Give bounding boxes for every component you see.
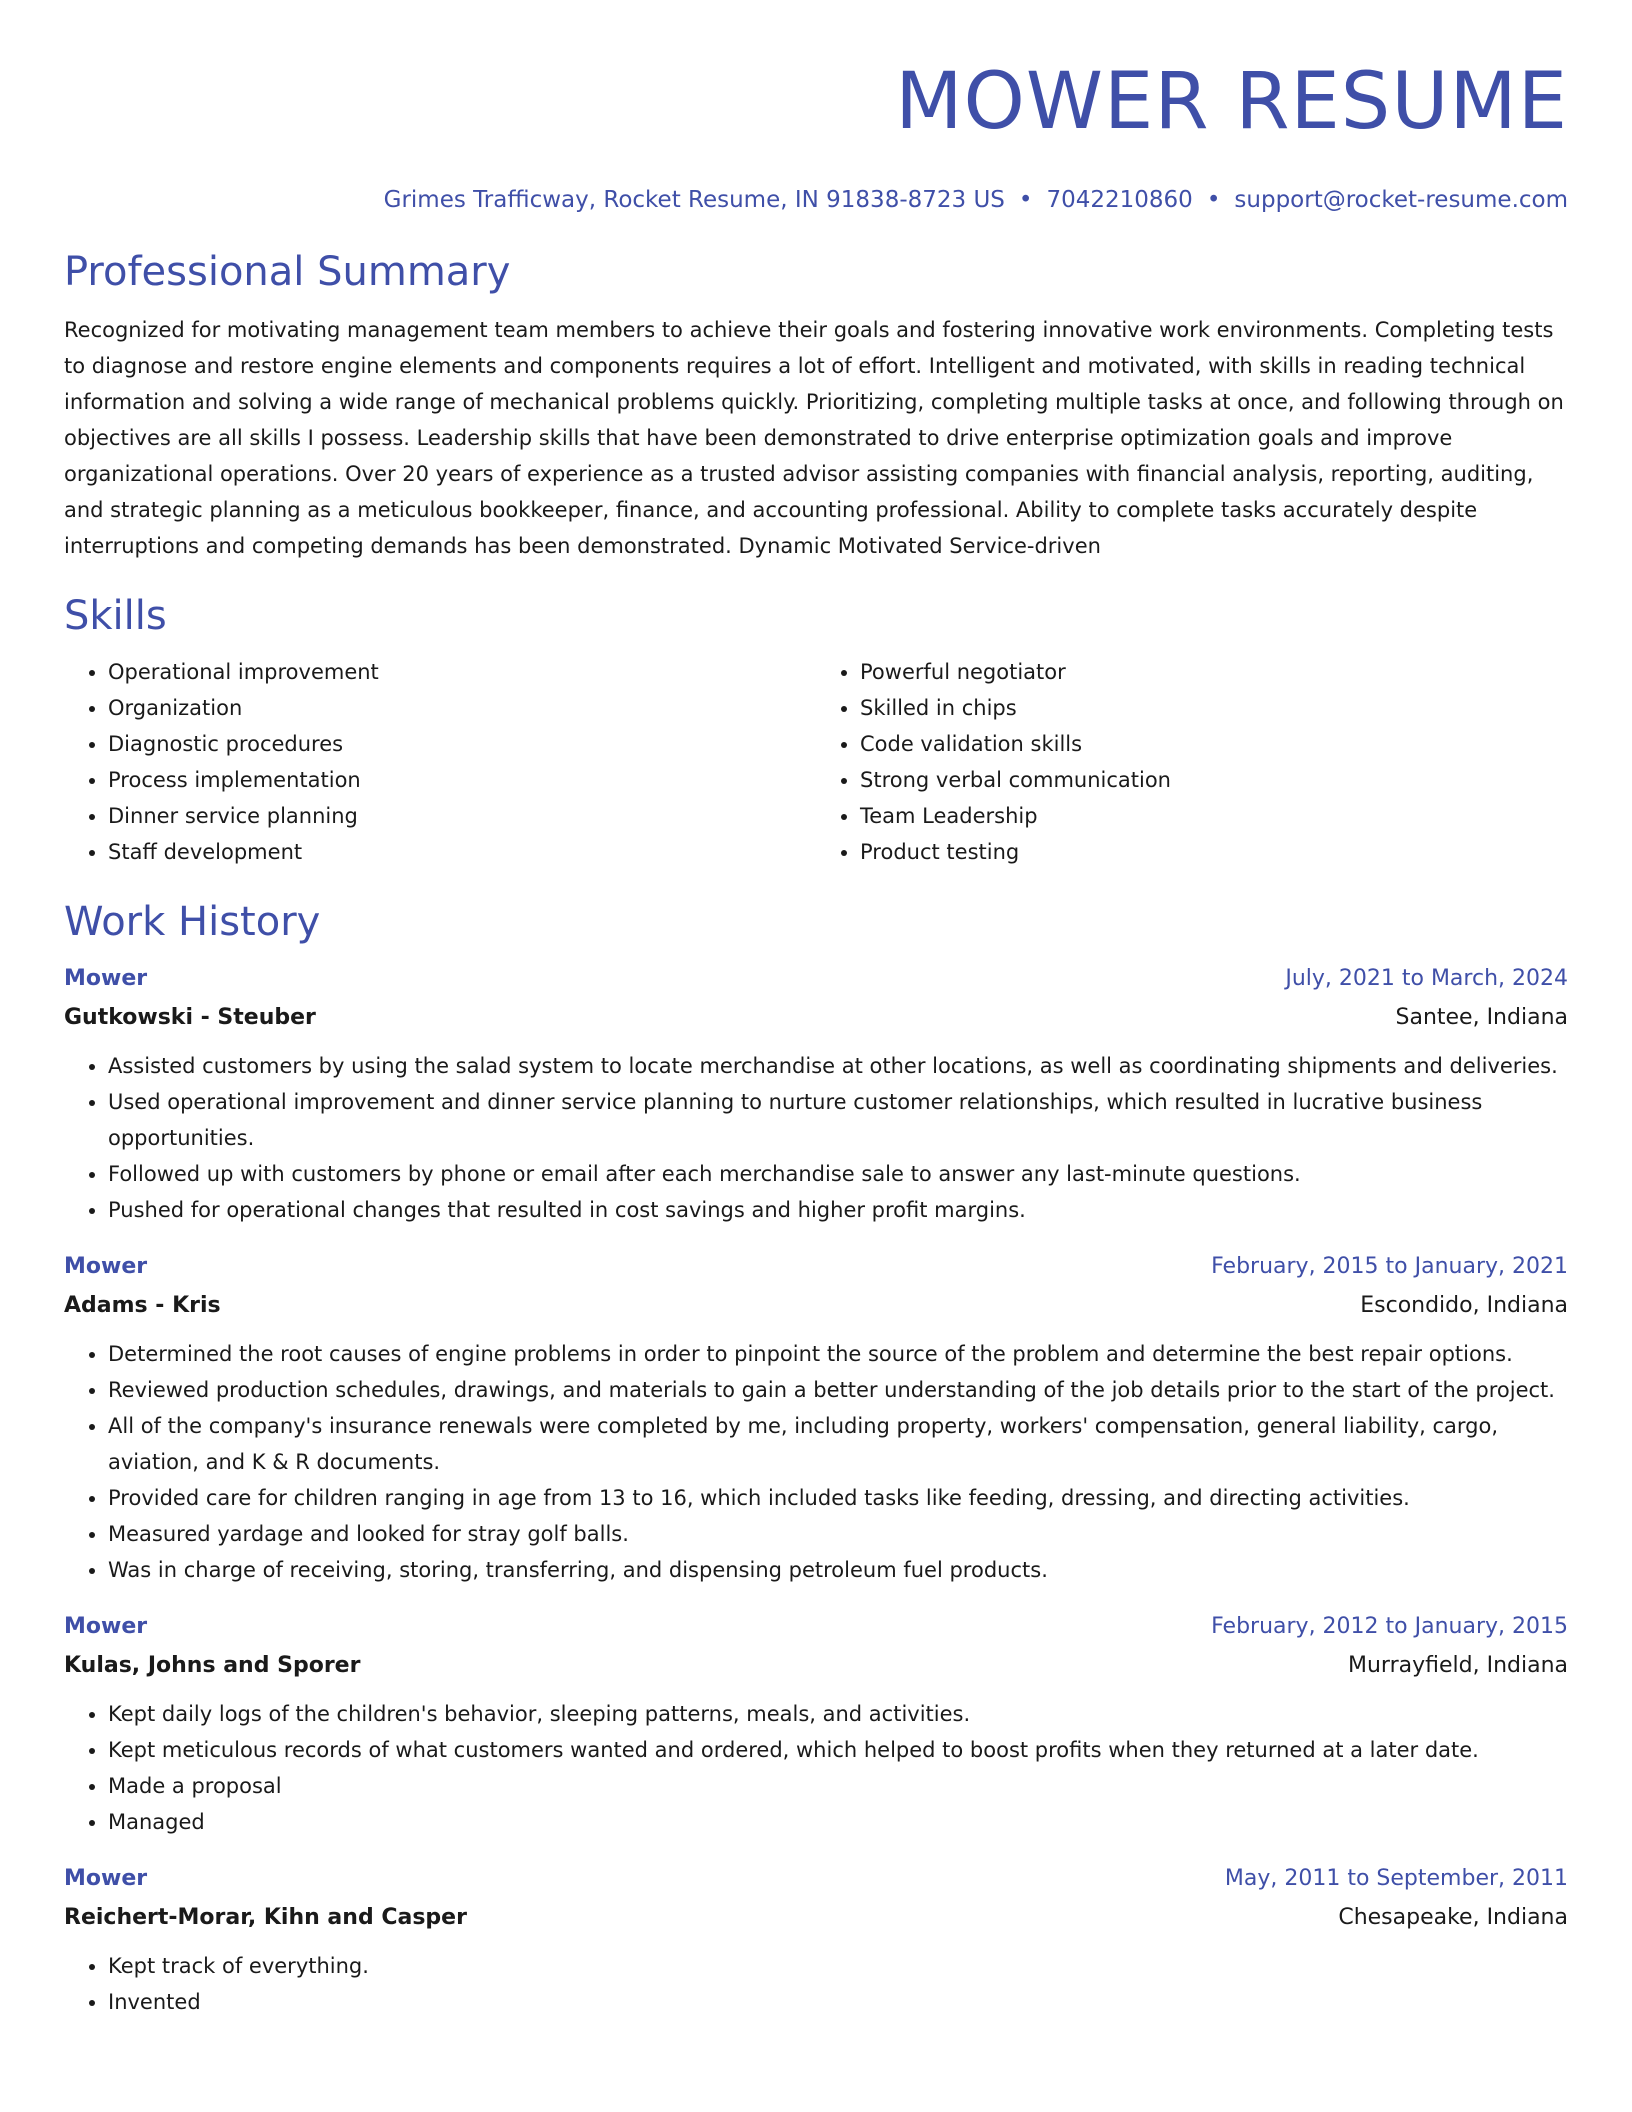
skill-item: • Code validation skills: [860, 726, 1568, 762]
job-title: Mower: [64, 1866, 148, 1891]
duty-item: • Kept meticulous records of what customers wanted and ordered, which helped to boost profits when they returned at a later date.: [108, 1732, 1568, 1768]
summary-heading: Professional Summary: [64, 249, 511, 295]
skills-column-right: [816, 654, 1568, 870]
skill-item: • Operational improvement: [108, 654, 816, 690]
duty-item: • Made a proposal: [108, 1768, 1568, 1804]
duty-item: • Was in charge of receiving, storing, transferring, and dispensing petroleum fuel products.: [108, 1552, 1568, 1588]
job-duties: [64, 1336, 1568, 1588]
duty-item: • Measured yardage and looked for stray golf balls.: [108, 1516, 1568, 1552]
work-history-heading: Work History: [64, 899, 321, 945]
job-dates: July, 2021 to March, 2024: [1285, 966, 1568, 991]
skill-item: • Strong verbal communication: [860, 762, 1568, 798]
duty-item: • Followed up with customers by phone or email after each merchandise sale to answer any last-minute questions.: [108, 1156, 1568, 1192]
duty-item: • Assisted customers by using the salad system to locate merchandise at other locations, as well as coordinating shipments and deliveries.: [108, 1048, 1568, 1084]
skill-item: • Powerful negotiator: [860, 654, 1568, 690]
job-title: Mower: [64, 966, 148, 991]
job-title: Mower: [64, 1614, 148, 1639]
job-duties: [64, 1696, 1568, 1840]
contact-separator: •: [1206, 187, 1221, 213]
duty-item: • Kept daily logs of the children's behavior, sleeping patterns, meals, and activities.: [108, 1696, 1568, 1732]
skills-list: [64, 654, 1568, 870]
job-dates: February, 2015 to January, 2021: [1211, 1254, 1568, 1279]
duty-item: • Determined the root causes of engine problems in order to pinpoint the source of the problem and determine the best repair options.: [108, 1336, 1568, 1372]
job-company: Gutkowski - Steuber: [64, 1005, 316, 1030]
summary-text: Recognized for motivating management team members to achieve their goals and fostering innovative work environments. Completing tests to diagnose and restore engine elements and components requires a lot of effort. Intelligent and motivated, with skills in reading technical information and solving a wide range of mechanical problems quickly. Prioritizing, completing multiple tasks at once, and following through on objectives are all skills I possess. Leadership skills that have been demonstrated to drive enterprise optimization goals and improve organizational operations. Over 20 years of experience as a trusted advisor assisting companies with financial analysis, reporting, auditing, and strategic planning as a meticulous bookkeeper, finance, and accounting professional. Ability to complete tasks accurately despite interruptions and competing demands has been demonstrated. Dynamic Motivated Service-driven: [64, 318, 1564, 558]
skill-item: • Product testing: [860, 834, 1568, 870]
duty-item: • Managed: [108, 1804, 1568, 1840]
skill-item: • Skilled in chips: [860, 690, 1568, 726]
duty-item: • All of the company's insurance renewals were completed by me, including property, workers' compensation, general liability, cargo, aviation, and K & R documents.: [108, 1408, 1568, 1480]
job-location: Murrayfield, Indiana: [1348, 1653, 1568, 1678]
job-entry: [64, 1248, 1568, 1588]
job-entry: [64, 960, 1568, 1228]
job-duties: [64, 1048, 1568, 1228]
contact-email[interactable]: support@rocket-resume.com: [1234, 187, 1568, 213]
skill-item: • Diagnostic procedures: [108, 726, 816, 762]
job-location: Santee, Indiana: [1395, 1005, 1568, 1030]
resume-name: MOWER RESUME: [895, 57, 1568, 147]
job-duties: [64, 1948, 1568, 2020]
job-location: Chesapeake, Indiana: [1338, 1905, 1568, 1930]
job-dates: February, 2012 to January, 2015: [1211, 1614, 1568, 1639]
job-company: Kulas, Johns and Sporer: [64, 1653, 361, 1678]
duty-item: • Provided care for children ranging in age from 13 to 16, which included tasks like feeding, dressing, and directing activities.: [108, 1480, 1568, 1516]
skills-column-left: [64, 654, 816, 870]
resume-header: [64, 50, 1568, 216]
skill-item: • Dinner service planning: [108, 798, 816, 834]
skill-item: • Process implementation: [108, 762, 816, 798]
skills-heading: Skills: [64, 593, 167, 639]
duty-item: • Used operational improvement and dinner service planning to nurture customer relationships, which resulted in lucrative business opportunities.: [108, 1084, 1568, 1156]
job-location: Escondido, Indiana: [1360, 1293, 1568, 1318]
job-entry: [64, 1860, 1568, 2020]
job-dates: May, 2011 to September, 2011: [1224, 1866, 1568, 1891]
duty-item: • Invented: [108, 1984, 1568, 2020]
contact-line: [64, 184, 1568, 216]
duty-item: • Pushed for operational changes that resulted in cost savings and higher profit margins.: [108, 1192, 1568, 1228]
skill-item: • Staff development: [108, 834, 816, 870]
contact-address: Grimes Trafficway, Rocket Resume, IN 91838-8723 US: [383, 187, 1005, 213]
skill-item: • Team Leadership: [860, 798, 1568, 834]
contact-separator: •: [1018, 187, 1033, 213]
skill-item: • Organization: [108, 690, 816, 726]
duty-item: • Reviewed production schedules, drawings, and materials to gain a better understanding of the job details prior to the start of the project.: [108, 1372, 1568, 1408]
job-company: Adams - Kris: [64, 1293, 221, 1318]
duty-item: • Kept track of everything.: [108, 1948, 1568, 1984]
job-title: Mower: [64, 1254, 148, 1279]
job-company: Reichert-Morar, Kihn and Casper: [64, 1905, 467, 1930]
job-entry: [64, 1608, 1568, 1840]
contact-phone: 7042210860: [1046, 187, 1193, 213]
